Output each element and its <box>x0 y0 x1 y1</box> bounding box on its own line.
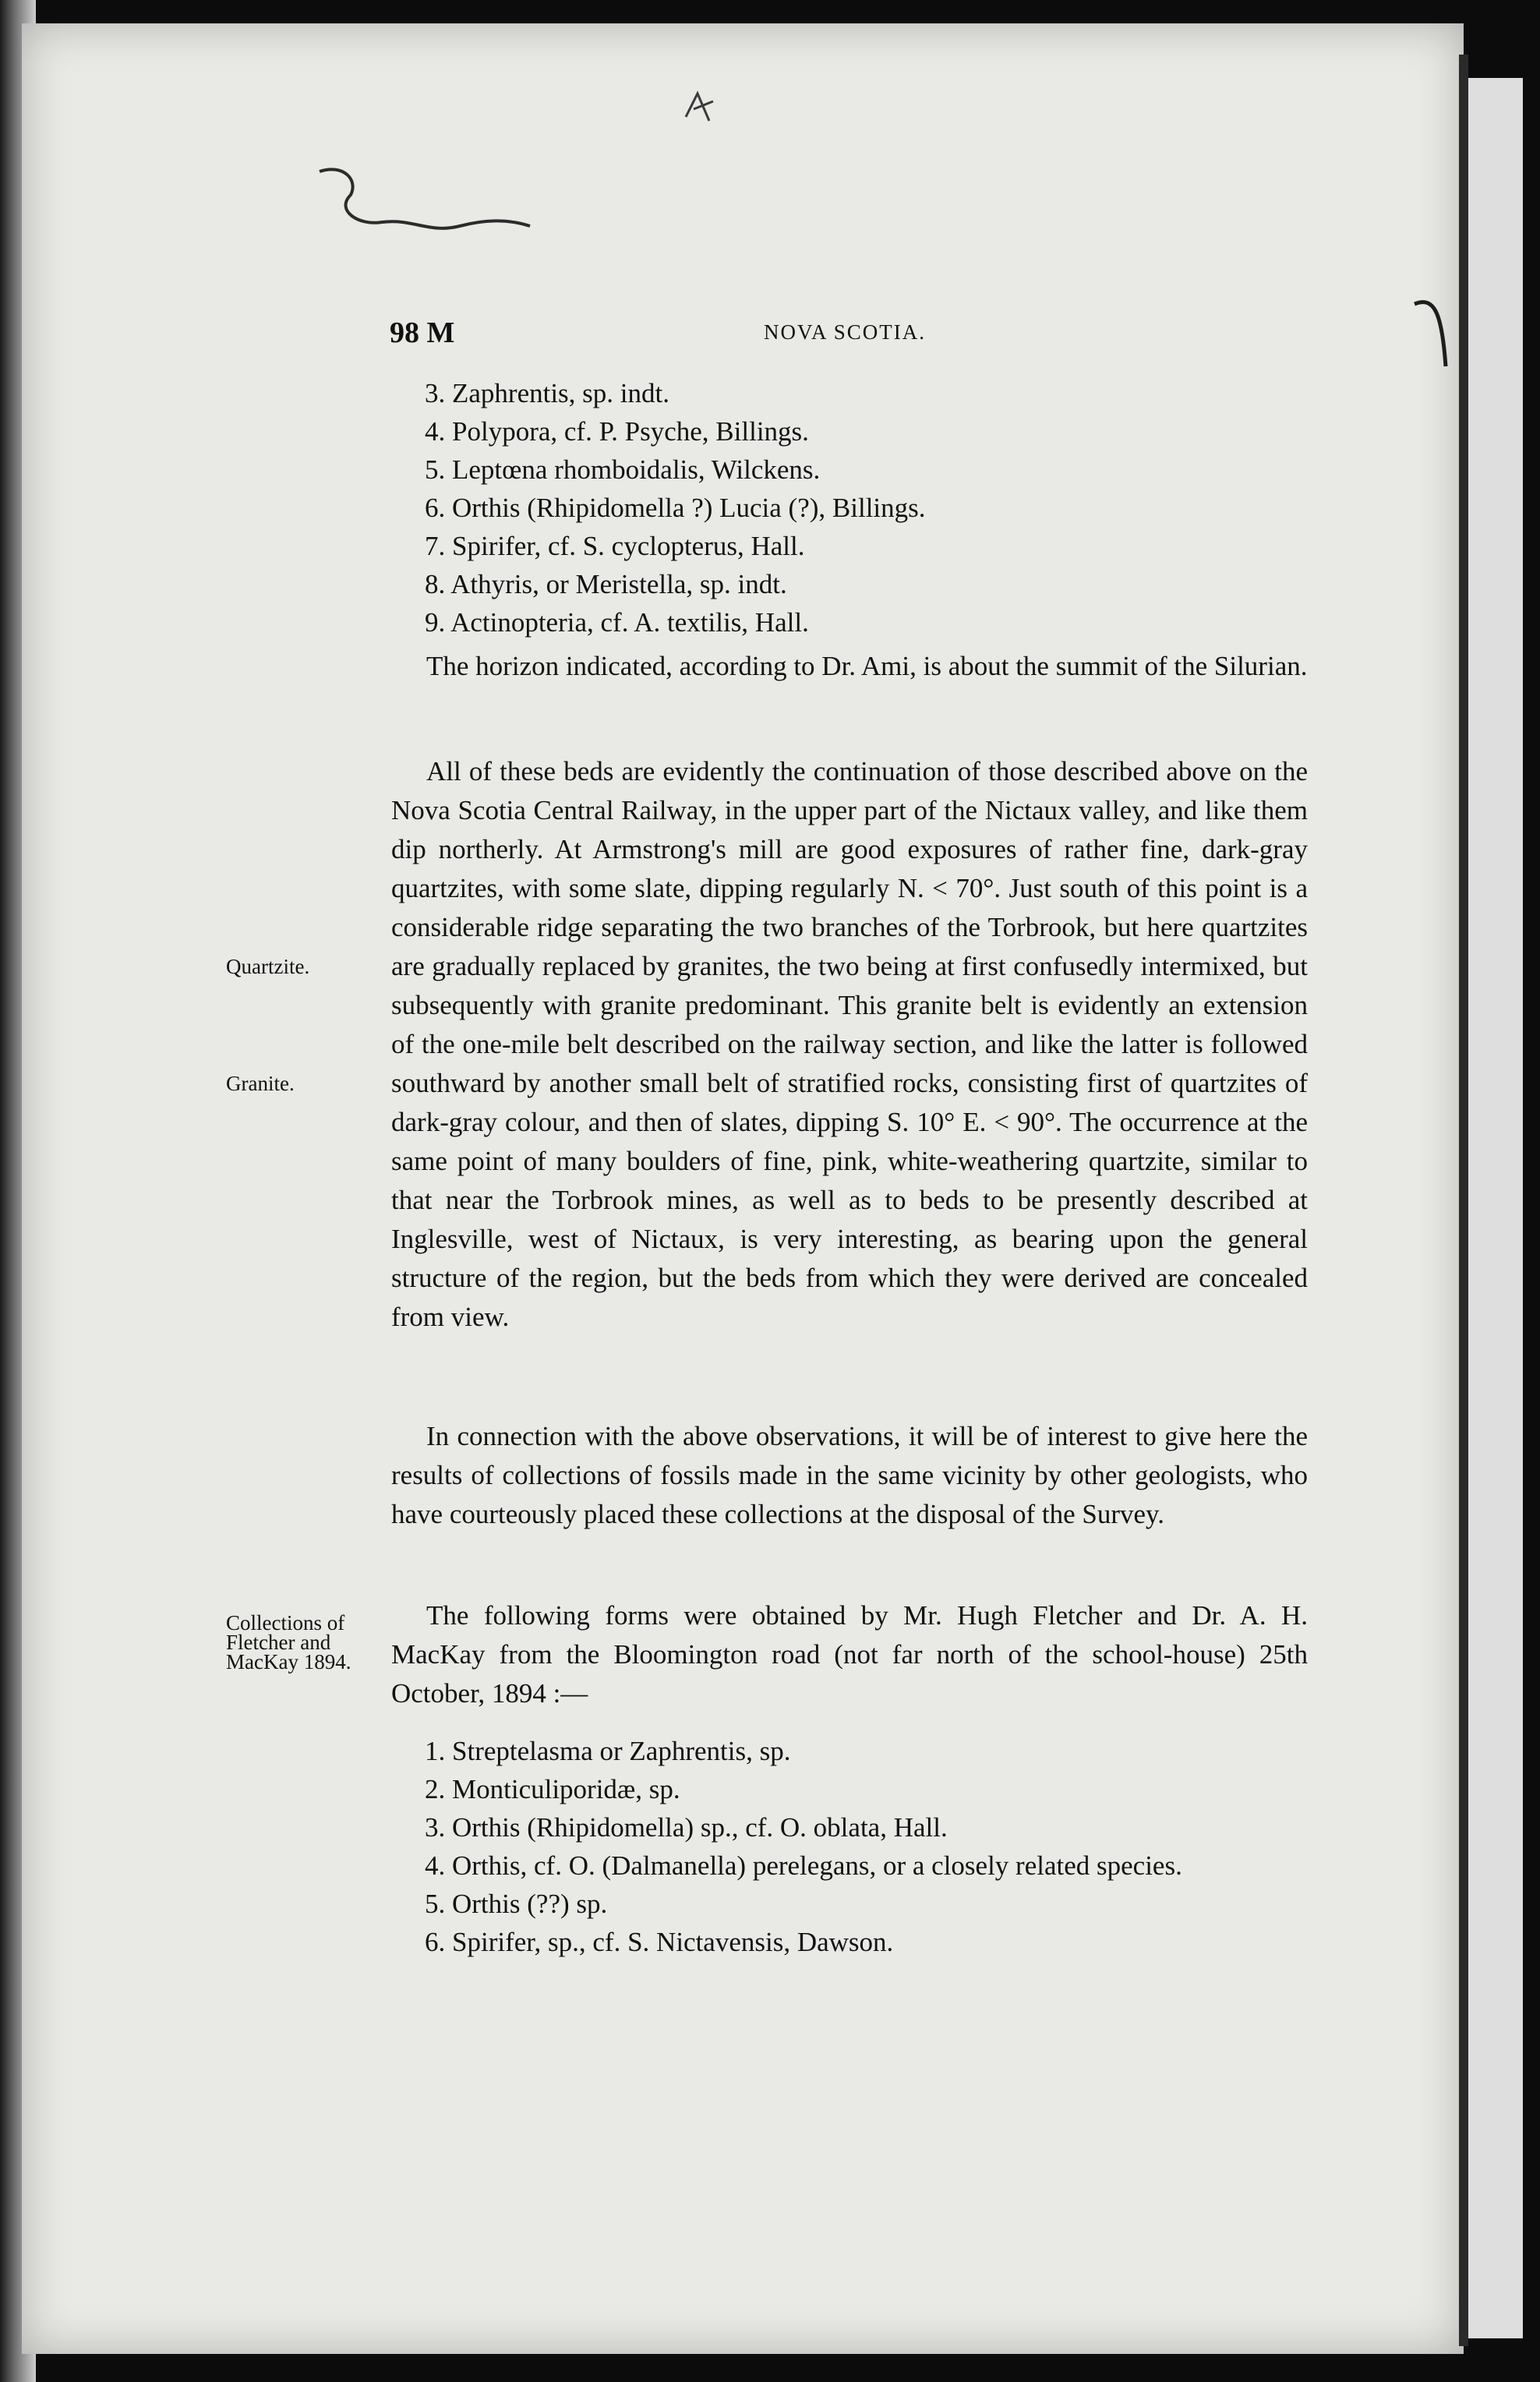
margin-note-granite: Granite. <box>226 1072 295 1095</box>
pencil-mark <box>678 86 725 133</box>
list-item: 6. Orthis (Rhipidomella ?) Lucia (?), Billings. <box>425 493 926 523</box>
facing-page-strip <box>1468 78 1523 2338</box>
fossil-list-bottom <box>425 1732 1305 1961</box>
margin-note-quartzite: Quartzite. <box>226 955 310 978</box>
list-item: 1. Streptelasma or Zaphrentis, sp. <box>425 1736 791 1766</box>
margin-note-collections: Collections of Fletcher and MacKay 1894. <box>226 1611 351 1673</box>
list-item: 9. Actinopteria, cf. A. textilis, Hall. <box>425 607 809 638</box>
list-item: 7. Spirifer, cf. S. cyclopterus, Hall. <box>425 531 805 561</box>
fossil-list-top <box>425 374 926 641</box>
paragraph-forms: The following forms were obtained by Mr. Hugh Fletcher and Dr. A. H. MacKay from the Bloomington road (not far north of the school-house) 25th October, 1894 :— <box>391 1600 1308 1709</box>
list-item: 8. Athyris, or Meristella, sp. indt. <box>425 569 787 599</box>
page-fold-mark <box>1411 296 1457 374</box>
list-item: 5. Orthis (??) sp. <box>425 1889 608 1919</box>
list-item: 4. Polypora, cf. P. Psyche, Billings. <box>425 416 809 447</box>
list-item: 4. Orthis, cf. O. (Dalmanella) perelegans, or a closely related species. <box>425 1850 1182 1881</box>
list-item: 2. Monticuliporidæ, sp. <box>425 1774 680 1804</box>
paragraph-horizon: The horizon indicated, according to Dr. Ami, is about the summit of the Silurian. <box>426 651 1308 681</box>
paragraph-connection: In connection with the above observations, it will be of interest to give here the results of collections of fossils made in the same vicinity by other geologists, who have courteously placed these collections at the disposal of the Survey. <box>391 1421 1308 1529</box>
list-item: 3. Orthis (Rhipidomella) sp., cf. O. oblata, Hall. <box>425 1812 948 1843</box>
list-item: 6. Spirifer, sp., cf. S. Nictavensis, Dawson. <box>425 1927 894 1957</box>
page-header <box>390 316 1309 347</box>
pencil-scribble <box>312 148 546 257</box>
page-edge <box>1459 55 1468 2346</box>
paragraph-beds: All of these beds are evidently the continuation of those described above on the Nova Scotia Central Railway, in the upper part of the Nictaux valley, and like them dip northerly. At Armstrong's mill are good exposures of rather fine, dark-gray quartzites, with some slate, dipping regularly N. < 70°. Just south of this point is a considerable ridge separating the two branches of the Torbrook, but here quartzites are gradually replaced by granites, the two being at first confusedly intermixed, but subsequently with granite predominant. This granite belt is evidently an extension of the one-mile belt described on the railway section, and like the latter is followed southward by another small belt of stratified rocks, consisting first of quartzites of dark-gray colour, and then of slates, dipping S. 10° E. < 90°. The occurrence at the same point of many boulders of fine, pink, white-weathering quartzite, similar to that near the Torbrook mines, as well as to beds to be presently described at Inglesville, west of Nictaux, is very interesting, as bearing upon the general structure of the region, but the beds from which they were derived are concealed from view. <box>391 756 1308 1332</box>
page-number: 98 M <box>390 316 455 349</box>
running-title: NOVA SCOTIA. <box>764 320 927 344</box>
list-item: 3. Zaphrentis, sp. indt. <box>425 378 669 408</box>
list-item: 5. Leptœna rhomboidalis, Wilckens. <box>425 454 821 485</box>
